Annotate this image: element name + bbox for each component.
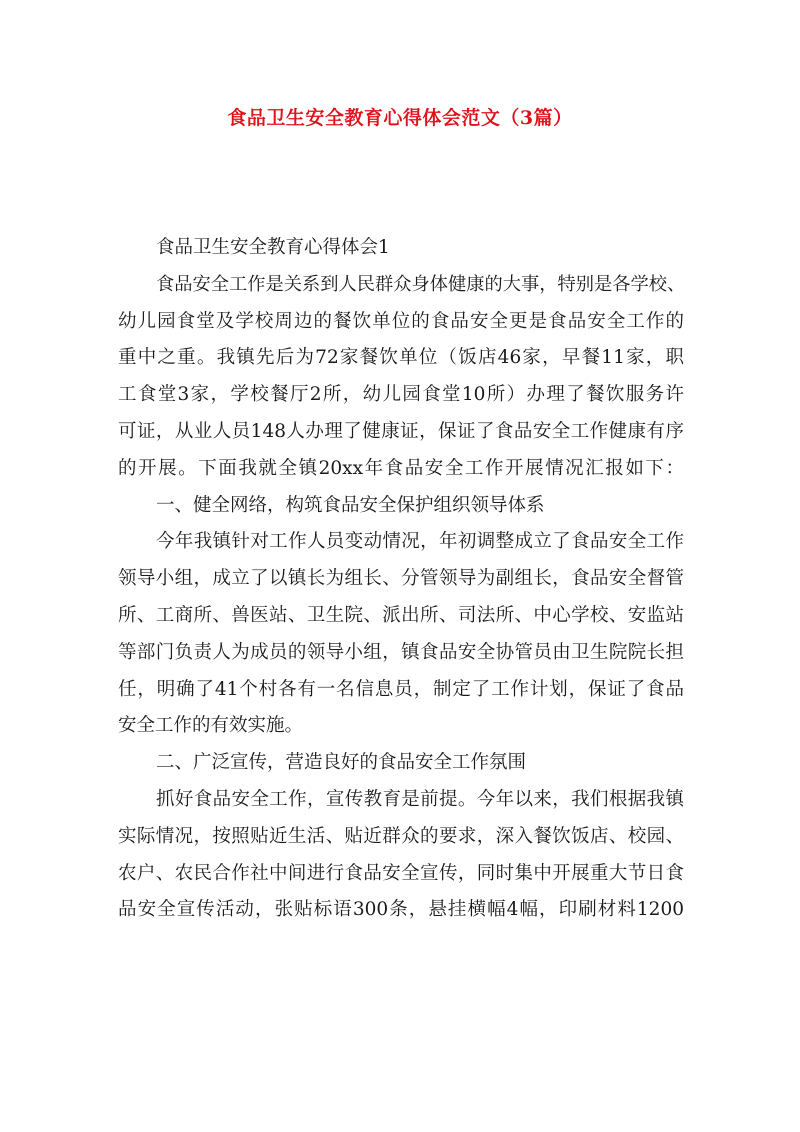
- body-line: 等部门负责人为成员的领导小组，镇食品安全协管员由卫生院院长担: [118, 641, 684, 663]
- body-line: 今年我镇针对工作人员变动情况，年初调整成立了食品安全工作: [156, 531, 684, 553]
- body-line: 食品卫生安全教育心得体会1: [156, 237, 390, 258]
- body-line: 实际情况，按照贴近生活、贴近群众的要求，深入餐饮饭店、校园、: [118, 825, 684, 847]
- body-line: 幼儿园食堂及学校周边的餐饮单位的食品安全更是食品安全工作的: [118, 310, 684, 332]
- body-line: 所、工商所、兽医站、卫生院、派出所、司法所、中心学校、安监站: [118, 604, 684, 626]
- body-line: 的开展。下面我就全镇20xx年食品安全工作开展情况汇报如下：: [118, 457, 684, 479]
- body-line: 任，明确了41个村各有一名信息员，制定了工作计划，保证了食品: [118, 678, 684, 700]
- section-heading: 一、健全网络，构筑食品安全保护组织领导体系: [156, 494, 545, 516]
- body-line: 安全工作的有效实施。: [118, 715, 304, 737]
- document-body: [118, 230, 684, 929]
- body-line: 重中之重。我镇先后为72家餐饮单位（饭店46家，早餐11家，职: [118, 347, 684, 369]
- document-title: 食品卫生安全教育心得体会范文（3篇）: [227, 107, 573, 129]
- body-line: 农户、农民合作社中间进行食品安全宣传，同时集中开展重大节日食: [118, 862, 684, 884]
- body-line: 工食堂3家，学校餐厅2所，幼儿园食堂10所）办理了餐饮服务许: [118, 384, 684, 406]
- body-line: 品安全宣传活动，张贴标语300条，悬挂横幅4幅，印刷材料1200: [118, 899, 684, 921]
- section-heading: 二、广泛宣传，营造良好的食品安全工作氛围: [156, 752, 527, 774]
- body-line: 可证，从业人员148人办理了健康证，保证了食品安全工作健康有序: [118, 420, 684, 442]
- body-line: 食品安全工作是关系到人民群众身体健康的大事，特别是各学校、: [156, 273, 686, 295]
- body-line: 领导小组，成立了以镇长为组长、分管领导为副组长，食品安全督管: [118, 568, 684, 590]
- body-line: 抓好食品安全工作，宣传教育是前提。今年以来，我们根据我镇: [156, 788, 684, 810]
